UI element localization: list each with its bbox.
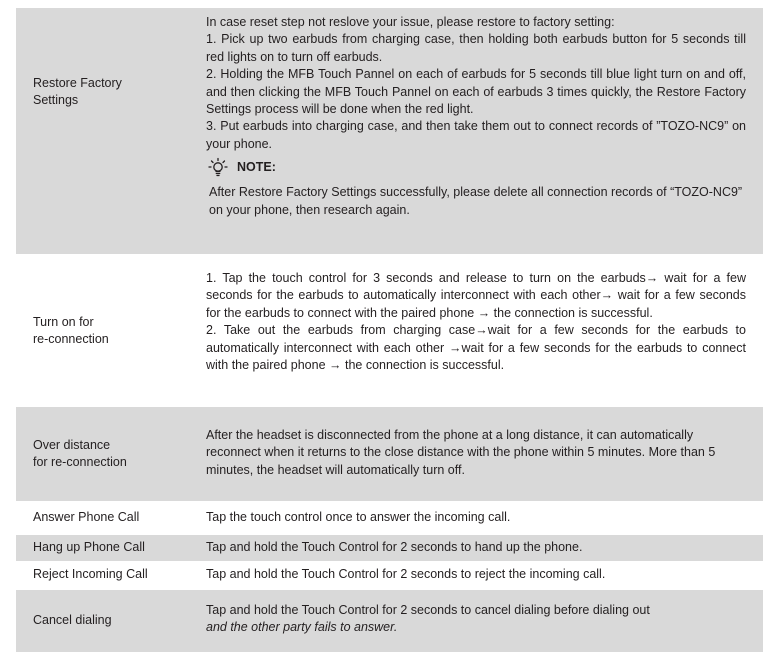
note-title: NOTE: <box>237 159 276 174</box>
step-2: 2. Holding the MFB Touch Pannel on each of earbuds for 5 seconds till blue light turn on and off, and then clicking the MFB Touch Pannel on each of earbuds 3 times quickly, the Restore Factory Settings process will be done when the red light. <box>206 67 746 117</box>
row-label: Hang up Phone Call <box>33 540 145 554</box>
lightbulb-icon <box>206 156 230 178</box>
row-content: Tap and hold the Touch Control for 2 seconds to reject the incoming call. <box>206 567 606 581</box>
step-3: 3. Put earbuds into charging case, and then take them out to connect records of ”TOZO-NC9” on your phone. <box>206 119 746 151</box>
intro-text: In case reset step not reslove your issue, please restore to factory setting: <box>206 15 615 29</box>
row-content: Tap the touch control once to answer the incoming call. <box>206 510 511 524</box>
step-1: 1. Tap the touch control for 3 seconds and release to turn on the earbuds→ wait for a few seconds for the earbuds to automatically interconnect with each other→ wait for a few seconds for the earbuds to connect with the paired phone → the connection is successful. <box>206 271 746 320</box>
row-cancel-dialing <box>16 590 763 652</box>
note-text: After Restore Factory Settings successfully, please delete all connection records of “TOZO-NC9” on your phone, then research again. <box>209 185 743 217</box>
row-content <box>206 270 746 374</box>
description-text: Tap and hold the Touch Control for 2 seconds to cancel dialing before dialing out <box>206 603 650 617</box>
row-label: Restore Factory Settings <box>33 76 122 107</box>
step-2: 2. Take out the earbuds from charging case→wait for a few seconds for the earbuds to automatically interconnect with each other →wait for a few seconds for the earbuds to connect with the paired phone → the connection is successful. <box>206 323 746 373</box>
row-label: Over distance for re-connection <box>33 438 127 469</box>
row-answer-phone-call <box>16 504 763 532</box>
row-label: Answer Phone Call <box>33 510 140 524</box>
row-label: Reject Incoming Call <box>33 567 148 581</box>
row-label: Turn on for re-connection <box>33 315 109 346</box>
row-over-distance <box>16 407 763 501</box>
row-hang-up-phone-call <box>16 535 763 561</box>
row-content <box>206 602 746 637</box>
row-content <box>206 427 746 479</box>
row-reject-incoming-call <box>16 562 763 588</box>
row-label: Cancel dialing <box>33 613 112 627</box>
row-content: Tap and hold the Touch Control for 2 seconds to hand up the phone. <box>206 540 583 554</box>
row-restore-factory-settings <box>16 8 763 254</box>
row-content <box>206 14 746 219</box>
step-1: 1. Pick up two earbuds from charging case, then holding both earbuds button for 5 seconds till red lights on to turn off earbuds. <box>206 32 746 64</box>
row-turn-on-reconnection <box>16 262 763 398</box>
description-text: After the headset is disconnected from the phone at a long distance, it can automatically reconnect when it returns to the close distance with the phone within 5 minutes. More than 5 minutes, the headset will automatically turn off. <box>206 428 716 477</box>
note-header <box>206 156 746 178</box>
description-text-italic: and the other party fails to answer. <box>206 620 398 635</box>
